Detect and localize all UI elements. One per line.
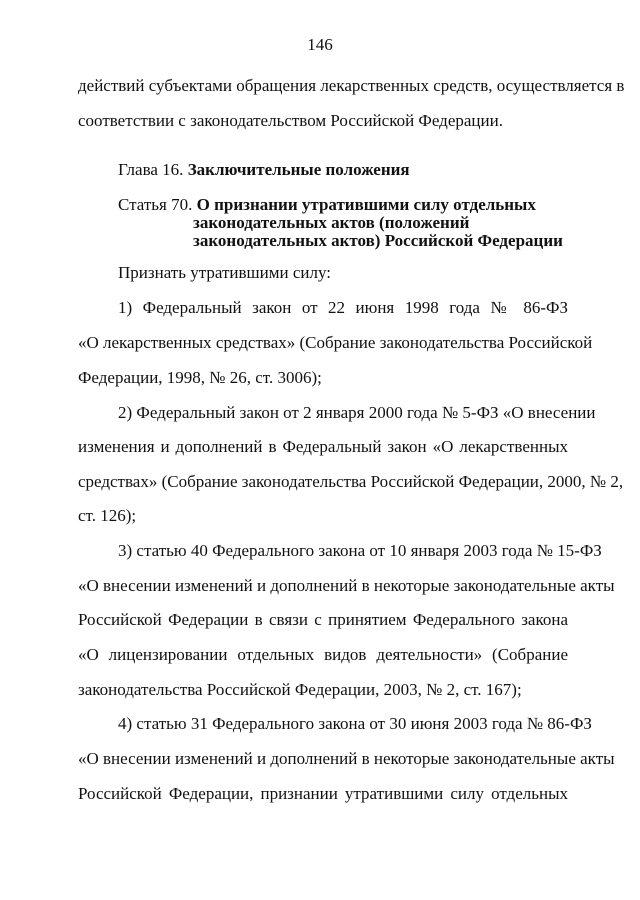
text-line: Российской Федерации в связи с принятием Федерального закона	[78, 610, 568, 629]
text-line: «О внесении изменений и дополнений в некоторые законодательные акты	[78, 576, 615, 595]
text-line: Федерации, 1998, № 26, ст. 3006);	[78, 368, 322, 387]
chapter-label: Глава 16.	[118, 160, 184, 179]
text-line: законодательства Российской Федерации, 2003, № 2, ст. 167);	[78, 680, 522, 699]
text-line: 3) статью 40 Федерального закона от 10 января 2003 года № 15-ФЗ	[118, 541, 602, 560]
chapter-title: Заключительные положения	[187, 160, 410, 179]
text-line: средствах» (Собрание законодательства Российской Федерации, 2000, № 2,	[78, 472, 624, 491]
text-line: Российской Федерации, признании утратившими силу отдельных	[78, 784, 568, 803]
text-line: соответствии с законодательством Российской Федерации.	[78, 111, 503, 130]
text-line: ст. 126);	[78, 506, 137, 525]
text-line: «О внесении изменений и дополнений в некоторые законодательные акты	[78, 749, 615, 768]
text-line: 1) Федеральный закон от 22 июня 1998 года № 86-ФЗ	[118, 298, 568, 317]
text-line: «О лицензировании отдельных видов деятельности» (Собрание	[78, 645, 568, 664]
article-label: Статья 70.	[118, 195, 193, 214]
text-line: 2) Федеральный закон от 2 января 2000 года № 5-ФЗ «О внесении	[118, 403, 596, 422]
chapter-heading	[118, 160, 410, 180]
text-line: действий субъектами обращения лекарственных средств, осуществляется в	[78, 76, 625, 95]
intro-line: Признать утратившими силу:	[118, 263, 331, 282]
text-line: изменения и дополнений в Федеральный закон «О лекарственных	[78, 437, 568, 456]
text-line: «О лекарственных средствах» (Собрание законодательства Российской	[78, 333, 593, 352]
page-number: 146	[307, 35, 333, 54]
article-title-line: законодательных актов (положений	[193, 213, 470, 232]
article-title-line: О признании утратившими силу отдельных	[196, 195, 536, 214]
article-heading	[118, 195, 536, 215]
text-line: 4) статью 31 Федерального закона от 30 июня 2003 года № 86-ФЗ	[118, 714, 592, 733]
article-title-line: законодательных актов) Российской Федерации	[193, 231, 563, 250]
